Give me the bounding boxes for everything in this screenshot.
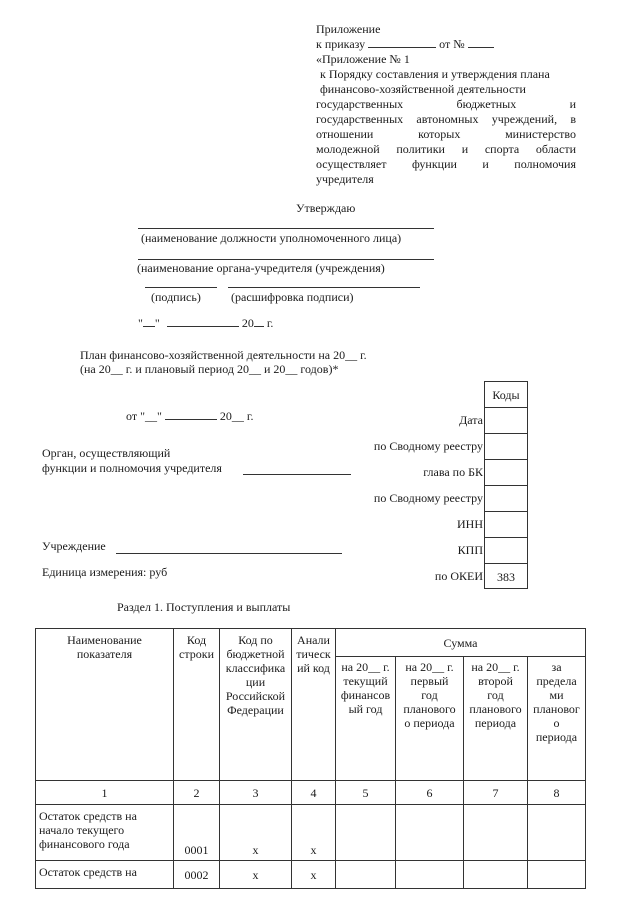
plan-period: (на 20__ г. и плановый период 20__ и 20__ годов)* — [80, 362, 339, 376]
position-caption: (наименование должности уполномоченного лица) — [141, 231, 402, 245]
date-quote-open: " — [138, 316, 143, 330]
annex-order-label: к приказу — [316, 37, 366, 51]
header-text: Анали — [297, 633, 330, 647]
row-name-line: финансового года — [39, 837, 130, 851]
plan-date — [126, 409, 253, 424]
organ-label-1: Орган, осуществляющий — [42, 446, 171, 460]
header-text: текущий — [343, 674, 388, 688]
table-row — [36, 861, 586, 889]
header-text: бюджетной — [226, 647, 285, 661]
table-row — [36, 805, 586, 861]
col-num: 5 — [336, 781, 396, 805]
annex-body-cont — [316, 97, 576, 187]
code-registry-2 — [484, 485, 528, 511]
header-budget-code — [220, 629, 292, 781]
col-num: 2 — [174, 781, 220, 805]
annex-body-line: учредителя — [316, 172, 374, 186]
header-analytic — [292, 629, 336, 781]
row-name-line: Остаток средств на — [39, 865, 137, 879]
annex-body-line: осуществляет функции и полномочия — [316, 157, 576, 171]
annex-order-line — [316, 37, 576, 52]
row-sum-current[interactable] — [336, 861, 396, 889]
date-year-suffix: г. — [266, 316, 274, 330]
annex-order-number-label: от № — [439, 37, 465, 51]
approve-date — [138, 316, 273, 331]
header-text: на 20__ г. — [341, 660, 390, 674]
header-sum: Сумма — [336, 629, 586, 657]
header-text: о — [553, 716, 560, 730]
header-text: ий код — [297, 661, 330, 675]
annex-title: Приложение — [316, 22, 381, 36]
header-text: второй — [478, 674, 513, 688]
col-num: 3 — [220, 781, 292, 805]
header-text: периода — [535, 730, 578, 744]
header-text: Код — [186, 633, 207, 647]
plan-date-month-blank — [165, 419, 217, 420]
date-year-prefix: 20 — [241, 316, 254, 330]
col-num: 8 — [528, 781, 586, 805]
label-inn: ИНН — [457, 517, 483, 531]
org-caption: (наименование органа-учредителя (учреждения) — [137, 261, 385, 275]
header-name — [36, 629, 174, 781]
column-numbers-row — [36, 781, 586, 805]
header-text: планового — [403, 702, 456, 716]
header-text: за — [551, 660, 562, 674]
approve-title: Утверждаю — [296, 201, 356, 215]
institution-label: Учреждение — [42, 539, 106, 553]
decode-line — [228, 287, 420, 288]
date-year-blank — [254, 326, 264, 327]
row-name — [36, 805, 174, 861]
header-text: на 20__ г. — [405, 660, 454, 674]
header-text: классифика — [225, 661, 286, 675]
row-analytic: x — [292, 861, 336, 889]
col-num: 7 — [464, 781, 528, 805]
row-bk: x — [220, 861, 292, 889]
annex-body-line: финансово-хозяйственной деятельности — [320, 82, 526, 96]
order-number-blank — [468, 47, 494, 48]
row-sum-beyond[interactable] — [528, 805, 586, 861]
label-registry-2: по Сводному реестру — [373, 491, 483, 505]
sign-line — [145, 287, 217, 288]
row-sum-first[interactable] — [396, 805, 464, 861]
row-name — [36, 861, 174, 889]
code-okei: 383 — [484, 563, 528, 589]
code-inn — [484, 511, 528, 537]
header-sum-first — [396, 657, 464, 781]
row-bk: x — [220, 805, 292, 861]
annex-number: «Приложение № 1 — [316, 52, 410, 66]
order-date-blank — [368, 47, 436, 48]
annex-body-line: государственных автономных учреждений, в — [316, 112, 576, 126]
sign-caption: (подпись) — [151, 290, 201, 304]
header-text: ции — [245, 675, 266, 689]
col-num: 4 — [292, 781, 336, 805]
date-month-blank — [167, 326, 239, 327]
header-text: ми — [549, 688, 564, 702]
plan-date-year: 20__ г. — [219, 409, 254, 423]
annex-body-line: молодежной политики и спорта области — [316, 142, 576, 156]
header-text: год — [487, 688, 504, 702]
header-text: плановог — [533, 702, 580, 716]
header-text: ый год — [348, 702, 383, 716]
organ-label-2: функции и полномочия учредителя — [42, 461, 222, 475]
header-text: о периода — [404, 716, 455, 730]
annex-block — [316, 22, 576, 187]
label-bk-chapter: глава по БК — [423, 465, 483, 479]
header-sum-second — [464, 657, 528, 781]
row-analytic: x — [292, 805, 336, 861]
header-text: предела — [536, 674, 577, 688]
receipts-payments-table — [35, 628, 586, 889]
section-title: Раздел 1. Поступления и выплаты — [117, 600, 291, 614]
header-code — [174, 629, 220, 781]
label-okei: по ОКЕИ — [434, 569, 483, 583]
row-code: 0001 — [174, 805, 220, 861]
code-registry-1 — [484, 433, 528, 459]
header-text: Код по — [238, 633, 273, 647]
header-text: год — [421, 688, 438, 702]
header-text: на 20__ г. — [471, 660, 520, 674]
code-kpp — [484, 537, 528, 563]
annex-body-line: отношении которых министерство — [316, 127, 576, 141]
plan-date-from: от "__" — [126, 409, 162, 423]
row-sum-first[interactable] — [396, 861, 464, 889]
label-date: Дата — [459, 413, 483, 427]
header-text: планового — [469, 702, 522, 716]
unit-label: Единица измерения: руб — [42, 565, 168, 579]
header-text: финансов — [340, 688, 391, 702]
header-text: тическ — [296, 647, 331, 661]
code-date — [484, 407, 528, 433]
decode-caption: (расшифровка подписи) — [231, 290, 354, 304]
header-sum-beyond — [528, 657, 586, 781]
row-sum-current[interactable] — [336, 805, 396, 861]
header-text: строки — [179, 647, 214, 661]
annex-body — [316, 67, 576, 97]
col-num: 6 — [396, 781, 464, 805]
header-text: Федерации — [227, 703, 284, 717]
plan-title: План финансово-хозяйственной деятельности на 20__ г. — [80, 348, 367, 362]
code-bk-chapter — [484, 459, 528, 485]
header-text: периода — [474, 716, 517, 730]
annex-body-line: к Порядку составления и утверждения плана — [320, 67, 550, 81]
row-sum-beyond[interactable] — [528, 861, 586, 889]
annex-body-line: государственных бюджетных и — [316, 97, 576, 111]
label-kpp: КПП — [457, 543, 483, 557]
row-sum-second[interactable] — [464, 861, 528, 889]
header-text: Российской — [225, 689, 286, 703]
header-text: показателя — [76, 647, 133, 661]
date-quote-close: " — [154, 316, 160, 330]
header-text: первый — [410, 674, 449, 688]
org-line — [138, 259, 434, 260]
codes-header: Коды — [484, 381, 528, 407]
header-text: Наименование — [67, 633, 142, 647]
position-line — [138, 228, 434, 229]
row-name-line: начало текущего — [39, 823, 125, 837]
row-sum-second[interactable] — [464, 805, 528, 861]
date-day-blank — [143, 326, 155, 327]
row-name-line: Остаток средств на — [39, 809, 137, 823]
label-registry-1: по Сводному реестру — [373, 439, 483, 453]
row-code: 0002 — [174, 861, 220, 889]
col-num: 1 — [36, 781, 174, 805]
header-sum-current — [336, 657, 396, 781]
